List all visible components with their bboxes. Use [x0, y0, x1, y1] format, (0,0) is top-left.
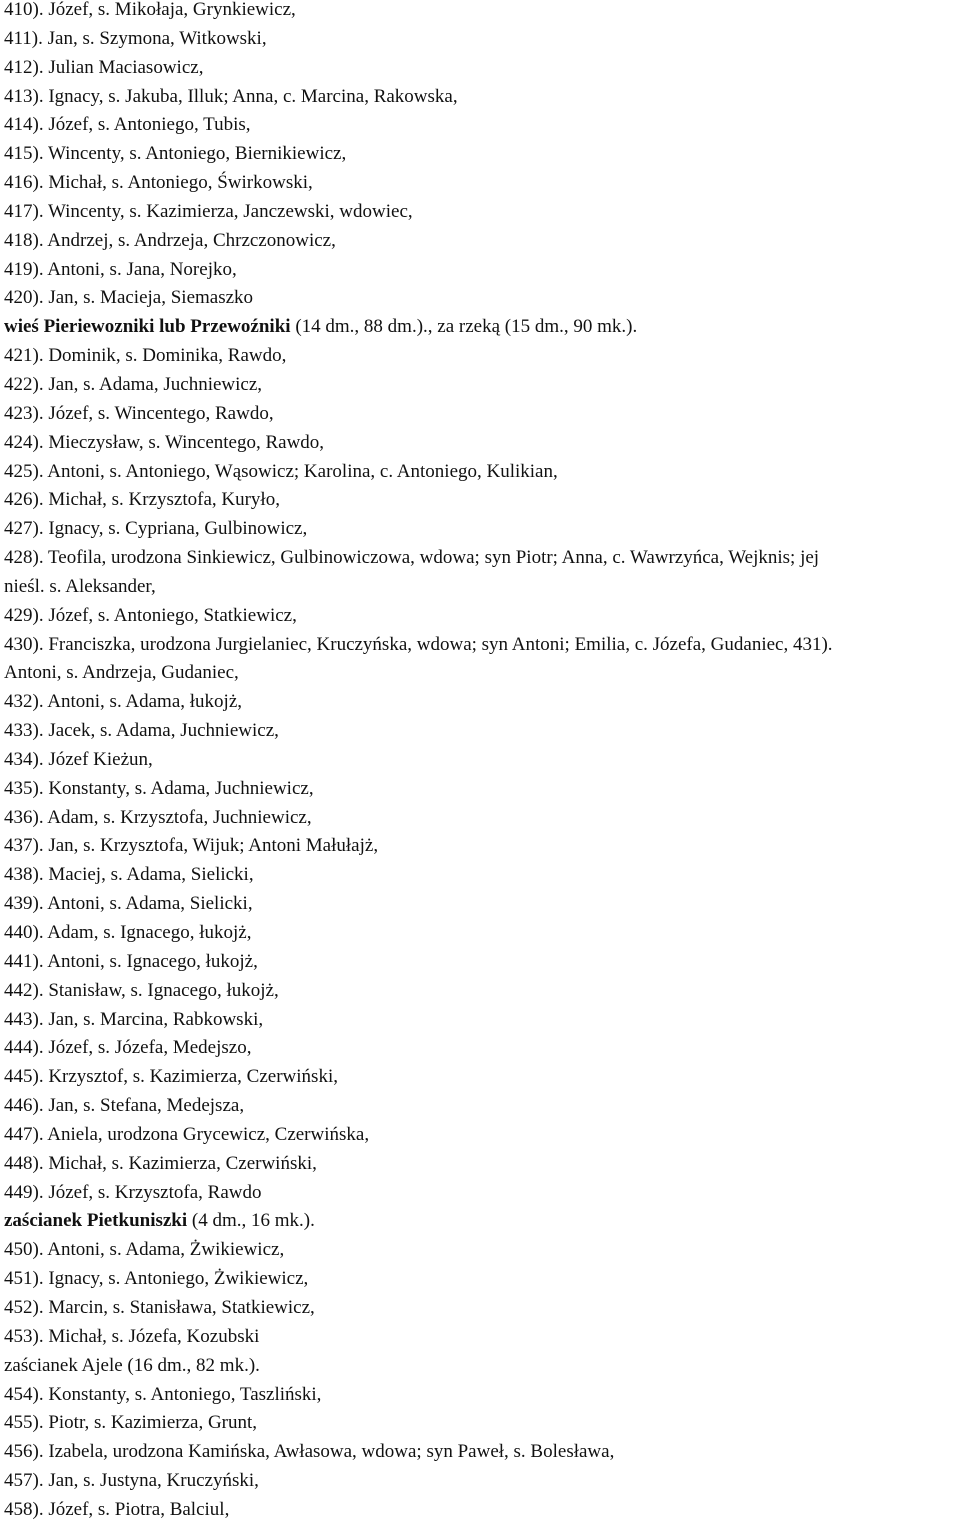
- text-line: 438). Maciej, s. Adama, Sielicki,: [4, 864, 254, 886]
- hamlet-name: zaścianek Pietkuniszki: [4, 1210, 188, 1232]
- text-line: zaścianek Ajele (16 dm., 82 mk.).: [4, 1354, 260, 1376]
- text-line: 446). Jan, s. Stefana, Medejsza,: [4, 1095, 245, 1117]
- text-line: 434). Józef Kieżun,: [4, 748, 153, 770]
- document-page: [4, 0, 956, 1525]
- text-line: 448). Michał, s. Kazimierza, Czerwiński,: [4, 1152, 317, 1174]
- text-line: 410). Józef, s. Mikołaja, Grynkiewicz,: [4, 0, 296, 20]
- text-line: 458). Józef, s. Piotra, Balciul,: [4, 1498, 230, 1520]
- text-line: 432). Antoni, s. Adama, łukojż,: [4, 691, 243, 713]
- hamlet-heading: [4, 1207, 956, 1236]
- text-line: 441). Antoni, s. Ignacego, łukojż,: [4, 950, 258, 972]
- village-details: (14 dm., 88 dm.)., za rzeką (15 dm., 90 mk.).: [290, 316, 638, 338]
- village-heading: [4, 313, 956, 342]
- text-line: 424). Mieczysław, s. Wincentego, Rawdo,: [4, 431, 325, 453]
- text-line: 423). Józef, s. Wincentego, Rawdo,: [4, 402, 274, 424]
- text-line: 452). Marcin, s. Stanisława, Statkiewicz,: [4, 1296, 315, 1318]
- text-line: 436). Adam, s. Krzysztofa, Juchniewicz,: [4, 806, 312, 828]
- text-line: 439). Antoni, s. Adama, Sielicki,: [4, 893, 253, 915]
- text-line: 430). Franciszka, urodzona Jurgielaniec, Kruczyńska, wdowa; syn Antoni; Emilia, c. Józefa, Gudaniec, 431).: [4, 633, 833, 655]
- text-line: 455). Piotr, s. Kazimierza, Grunt,: [4, 1412, 258, 1434]
- text-line: nieśl. s. Aleksander,: [4, 575, 156, 597]
- text-line: 422). Jan, s. Adama, Juchniewicz,: [4, 373, 263, 395]
- hamlet-details: (4 dm., 16 mk.).: [187, 1210, 315, 1232]
- text-line: 450). Antoni, s. Adama, Żwikiewicz,: [4, 1239, 285, 1261]
- text-line: 428). Teofila, urodzona Sinkiewicz, Gulbinowiczowa, wdowa; syn Piotr; Anna, c. Wawrzyńca, Wejknis; jej: [4, 547, 820, 569]
- text-line: 454). Konstanty, s. Antoniego, Taszliński,: [4, 1383, 322, 1405]
- text-line: 412). Julian Maciasowicz,: [4, 56, 204, 78]
- text-line: 414). Józef, s. Antoniego, Tubis,: [4, 114, 251, 136]
- text-line: 456). Izabela, urodzona Kamińska, Awłasowa, wdowa; syn Paweł, s. Bolesława,: [4, 1441, 615, 1463]
- text-line: 420). Jan, s. Macieja, Siemaszko: [4, 287, 254, 309]
- text-line: 445). Krzysztof, s. Kazimierza, Czerwiński,: [4, 1066, 338, 1088]
- text-line: 427). Ignacy, s. Cypriana, Gulbinowicz,: [4, 518, 308, 540]
- text-line: 457). Jan, s. Justyna, Kruczyński,: [4, 1470, 259, 1492]
- text-line: 417). Wincenty, s. Kazimierza, Janczewski, wdowiec,: [4, 200, 413, 222]
- text-line: 443). Jan, s. Marcina, Rabkowski,: [4, 1008, 264, 1030]
- text-line: 437). Jan, s. Krzysztofa, Wijuk; Antoni Małułajż,: [4, 835, 379, 857]
- text-line: 440). Adam, s. Ignacego, łukojż,: [4, 922, 252, 943]
- text-line: 411). Jan, s. Szymona, Witkowski,: [4, 27, 267, 49]
- text-line: 425). Antoni, s. Antoniego, Wąsowicz; Karolina, c. Antoniego, Kulikian,: [4, 460, 558, 482]
- village-name: wieś Pieriewozniki lub Przewoźniki: [4, 316, 291, 338]
- text-line: 435). Konstanty, s. Adama, Juchniewicz,: [4, 777, 314, 799]
- text-line: 449). Józef, s. Krzysztofa, Rawdo: [4, 1181, 262, 1203]
- text-line: 416). Michał, s. Antoniego, Świrkowski,: [4, 172, 313, 194]
- text-line: Antoni, s. Andrzeja, Gudaniec,: [4, 662, 239, 684]
- text-line: 426). Michał, s. Krzysztofa, Kuryło,: [4, 489, 280, 511]
- text-line: 453). Michał, s. Józefa, Kozubski: [4, 1325, 260, 1347]
- text-line: 415). Wincenty, s. Antoniego, Biernikiewicz,: [4, 143, 347, 165]
- text-line: 433). Jacek, s. Adama, Juchniewicz,: [4, 720, 279, 742]
- text-line: 413). Ignacy, s. Jakuba, Illuk; Anna, c. Marcina, Rakowska,: [4, 85, 458, 107]
- text-line: 444). Józef, s. Józefa, Medejszo,: [4, 1037, 252, 1059]
- text-line: 429). Józef, s. Antoniego, Statkiewicz,: [4, 604, 297, 626]
- text-line: 419). Antoni, s. Jana, Norejko,: [4, 258, 237, 280]
- text-line: 442). Stanisław, s. Ignacego, łukojż,: [4, 979, 279, 1001]
- text-line: 421). Dominik, s. Dominika, Rawdo,: [4, 345, 287, 367]
- text-line: 451). Ignacy, s. Antoniego, Żwikiewicz,: [4, 1268, 309, 1290]
- text-line: 418). Andrzej, s. Andrzeja, Chrzczonowicz,: [4, 229, 336, 251]
- text-line: 447). Aniela, urodzona Grycewicz, Czerwińska,: [4, 1123, 370, 1145]
